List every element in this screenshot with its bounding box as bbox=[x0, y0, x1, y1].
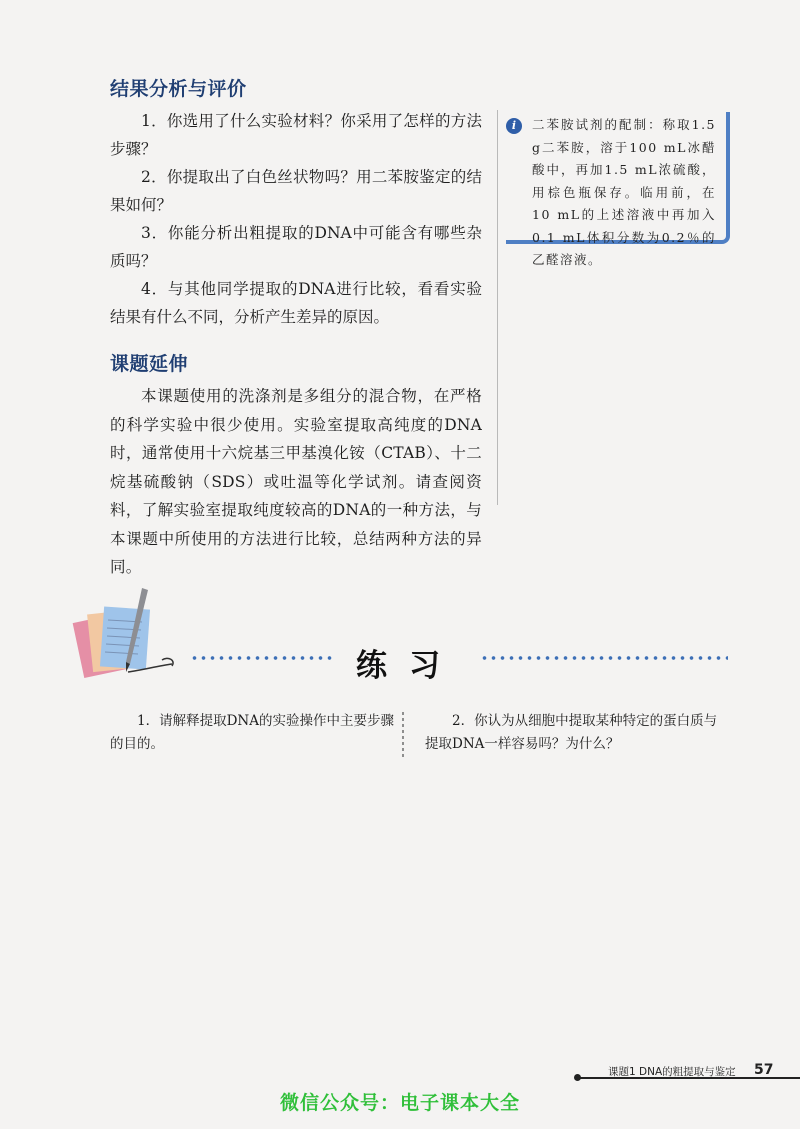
main-column bbox=[110, 74, 482, 582]
page-number: 57 bbox=[754, 1062, 774, 1078]
results-question-4: 4．与其他同学提取的DNA进行比较，看看实验结果有什么不同，分析产生差异的原因。 bbox=[110, 280, 482, 326]
exercise-item-2: 2．你认为从细胞中提取某种特定的蛋白质与提取DNA一样容易吗？为什么？ bbox=[425, 713, 718, 752]
results-question-list bbox=[110, 107, 482, 331]
column-divider bbox=[497, 110, 498, 505]
banner-dots-right bbox=[480, 655, 728, 661]
extension-paragraph: 本课题使用的洗涤剂是多组分的混合物，在严格的科学实验中很少使用。实验室提取高纯度的DNA时，通常使用十六烷基三甲基溴化铵（CTAB）、十二烷基硫酸钠（SDS）或吐温等化学试剂。请查阅资料，了解实验室提取纯度较高的DNA的一种方法，与本课题中所使用的方法进行比较，总结两种方法的异同。 bbox=[110, 387, 482, 576]
extension-section-title: 课题延伸 bbox=[110, 353, 189, 375]
side-note bbox=[506, 112, 730, 267]
results-section-title: 结果分析与评价 bbox=[110, 78, 247, 100]
exercise-divider bbox=[402, 712, 404, 760]
banner-dots-left bbox=[190, 655, 332, 661]
results-question-2: 2．你提取出了白色丝状物吗？用二苯胺鉴定的结果如何？ bbox=[110, 168, 482, 214]
pen-and-notebook-icon bbox=[72, 586, 182, 686]
exercise-item-1: 1．请解释提取DNA的实验操作中主要步骤的目的。 bbox=[110, 713, 394, 752]
results-question-3: 3．你能分析出粗提取的DNA中可能含有哪些杂质吗？ bbox=[110, 224, 482, 270]
results-question-1: 1．你选用了什么实验材料？你采用了怎样的方法步骤？ bbox=[110, 112, 482, 158]
exercise-title: 练习 bbox=[356, 648, 462, 684]
info-icon: i bbox=[506, 118, 522, 134]
wechat-banner: 微信公众号：电子课本大全 bbox=[279, 1092, 520, 1114]
footer-chapter-title: 课题1 DNA的粗提取与鉴定 bbox=[608, 1066, 736, 1078]
side-note-text: 二苯胺试剂的配制：称取1.5 g二苯胺，溶于100 mL冰醋酸中，再加1.5 mL浓硫酸，用棕色瓶保存。临用前，在10 mL的上述溶液中再加入0.1 mL体积分数为0.2％的乙醛溶液。 bbox=[532, 117, 716, 267]
